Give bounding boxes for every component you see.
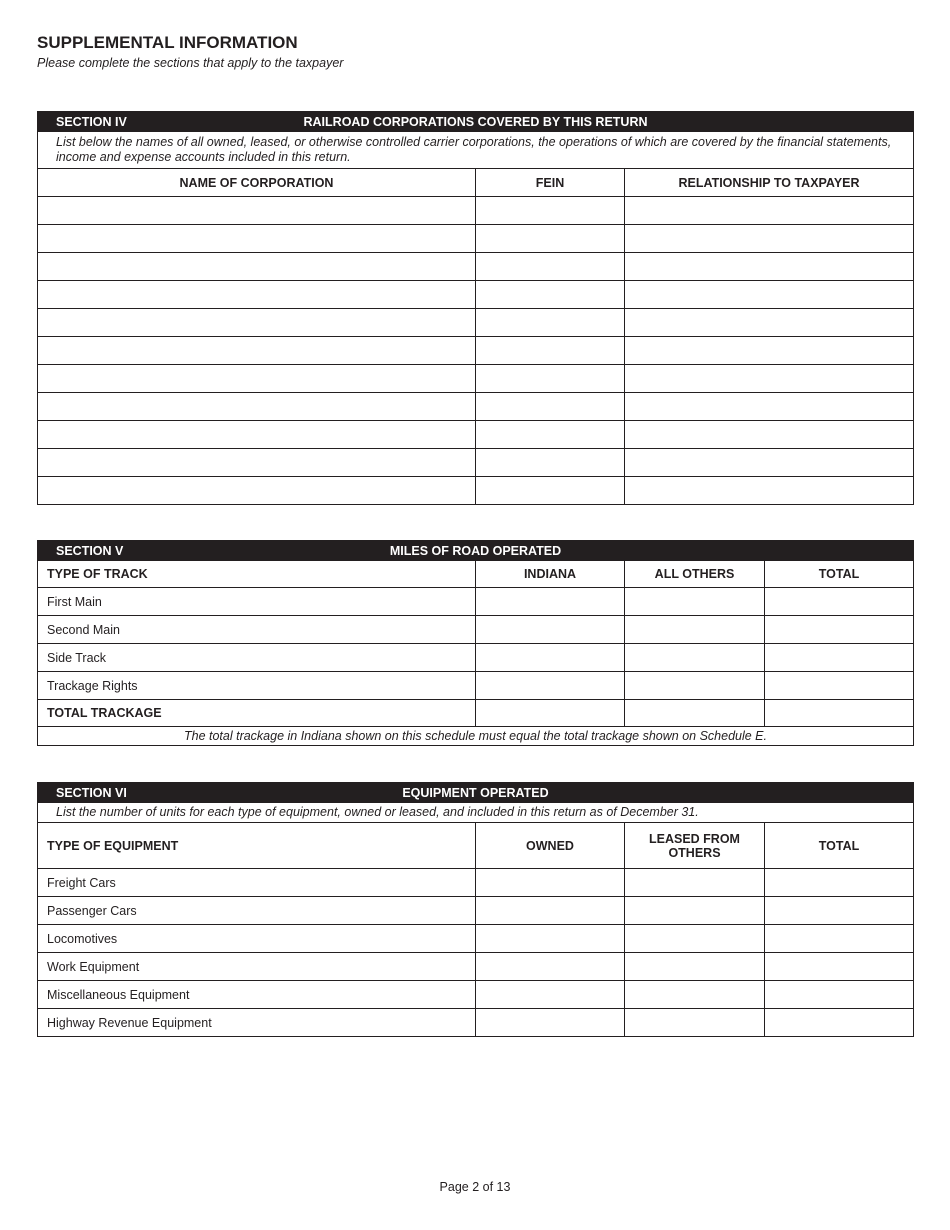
track-type-label: First Main <box>38 588 476 616</box>
leased-field[interactable] <box>625 981 765 1009</box>
fein-field[interactable] <box>476 477 625 505</box>
col-type-of-equipment: TYPE OF EQUIPMENT <box>38 823 476 869</box>
corporation-row <box>38 393 914 421</box>
owned-field[interactable] <box>476 925 625 953</box>
fein-field[interactable] <box>476 225 625 253</box>
corporation-row <box>38 477 914 505</box>
track-row <box>38 644 914 672</box>
section-v-title: MILES OF ROAD OPERATED <box>389 544 562 558</box>
track-row <box>38 616 914 644</box>
fein-field[interactable] <box>476 449 625 477</box>
equipment-row <box>38 925 914 953</box>
fein-field[interactable] <box>476 309 625 337</box>
fein-field[interactable] <box>476 365 625 393</box>
relationship-field[interactable] <box>625 197 914 225</box>
all-others-miles-field[interactable] <box>625 672 765 700</box>
indiana-miles-field[interactable] <box>476 672 625 700</box>
track-row <box>38 588 914 616</box>
track-type-label: Trackage Rights <box>38 672 476 700</box>
leased-field[interactable] <box>625 953 765 981</box>
total-miles-field[interactable] <box>765 672 914 700</box>
corporation-row <box>38 225 914 253</box>
section-vi-instructions: List the number of units for each type of equipment, owned or leased, and included in this return as of December 31. <box>38 803 914 823</box>
col-leased-from-others: LEASED FROM OTHERS <box>625 823 765 869</box>
corporation-row <box>38 197 914 225</box>
section-iv-title: RAILROAD CORPORATIONS COVERED BY THIS RETURN <box>303 115 648 129</box>
fein-field[interactable] <box>476 337 625 365</box>
track-type-label: Second Main <box>38 616 476 644</box>
col-fein: FEIN <box>476 169 625 197</box>
corporation-row <box>38 421 914 449</box>
leased-field[interactable] <box>625 869 765 897</box>
equipment-total-field[interactable] <box>765 953 914 981</box>
owned-field[interactable] <box>476 1009 625 1037</box>
equipment-row <box>38 897 914 925</box>
section-v-table <box>37 540 914 746</box>
corporation-row <box>38 337 914 365</box>
total-all-others-field[interactable] <box>625 700 765 727</box>
owned-field[interactable] <box>476 953 625 981</box>
relationship-field[interactable] <box>625 393 914 421</box>
owned-field[interactable] <box>476 981 625 1009</box>
relationship-field[interactable] <box>625 477 914 505</box>
corporation-name-field[interactable] <box>38 337 476 365</box>
total-total-field[interactable] <box>765 700 914 727</box>
col-equipment-total: TOTAL <box>765 823 914 869</box>
col-name-of-corporation: NAME OF CORPORATION <box>38 169 476 197</box>
corporation-name-field[interactable] <box>38 421 476 449</box>
indiana-miles-field[interactable] <box>476 644 625 672</box>
col-owned: OWNED <box>476 823 625 869</box>
section-v-note: The total trackage in Indiana shown on this schedule must equal the total trackage shown on Schedule E. <box>38 727 914 746</box>
equipment-total-field[interactable] <box>765 925 914 953</box>
col-all-others: ALL OTHERS <box>625 561 765 588</box>
col-indiana: INDIANA <box>476 561 625 588</box>
section-vi-title: EQUIPMENT OPERATED <box>402 786 549 800</box>
corporation-row <box>38 309 914 337</box>
total-miles-field[interactable] <box>765 588 914 616</box>
relationship-field[interactable] <box>625 337 914 365</box>
equipment-total-field[interactable] <box>765 1009 914 1037</box>
equipment-row <box>38 869 914 897</box>
equipment-type-label: Locomotives <box>38 925 476 953</box>
corporation-name-field[interactable] <box>38 477 476 505</box>
corporation-name-field[interactable] <box>38 365 476 393</box>
corporation-row <box>38 365 914 393</box>
corporation-name-field[interactable] <box>38 449 476 477</box>
leased-field[interactable] <box>625 925 765 953</box>
relationship-field[interactable] <box>625 281 914 309</box>
corporation-row <box>38 253 914 281</box>
all-others-miles-field[interactable] <box>625 588 765 616</box>
fein-field[interactable] <box>476 421 625 449</box>
col-relationship: RELATIONSHIP TO TAXPAYER <box>625 169 914 197</box>
track-row <box>38 672 914 700</box>
indiana-miles-field[interactable] <box>476 588 625 616</box>
corporation-name-field[interactable] <box>38 281 476 309</box>
equipment-type-label: Passenger Cars <box>38 897 476 925</box>
relationship-field[interactable] <box>625 449 914 477</box>
corporation-row <box>38 281 914 309</box>
total-trackage-label: TOTAL TRACKAGE <box>38 700 476 727</box>
all-others-miles-field[interactable] <box>625 616 765 644</box>
indiana-miles-field[interactable] <box>476 616 625 644</box>
equipment-type-label: Work Equipment <box>38 953 476 981</box>
corporation-name-field[interactable] <box>38 253 476 281</box>
corporation-name-field[interactable] <box>38 393 476 421</box>
section-iv-id: SECTION IV <box>56 115 127 129</box>
equipment-total-field[interactable] <box>765 981 914 1009</box>
equipment-type-label: Miscellaneous Equipment <box>38 981 476 1009</box>
equipment-total-field[interactable] <box>765 897 914 925</box>
page-title: SUPPLEMENTAL INFORMATION <box>37 33 298 52</box>
relationship-field[interactable] <box>625 253 914 281</box>
leased-field[interactable] <box>625 1009 765 1037</box>
total-miles-field[interactable] <box>765 644 914 672</box>
equipment-type-label: Freight Cars <box>38 869 476 897</box>
equipment-total-field[interactable] <box>765 869 914 897</box>
total-miles-field[interactable] <box>765 616 914 644</box>
total-indiana-field[interactable] <box>476 700 625 727</box>
equipment-type-label: Highway Revenue Equipment <box>38 1009 476 1037</box>
fein-field[interactable] <box>476 197 625 225</box>
all-others-miles-field[interactable] <box>625 644 765 672</box>
track-type-label: Side Track <box>38 644 476 672</box>
page-number: Page 2 of 13 <box>439 1180 511 1194</box>
section-vi-table <box>37 782 914 1037</box>
relationship-field[interactable] <box>625 309 914 337</box>
section-v-header <box>38 541 914 561</box>
col-total: TOTAL <box>765 561 914 588</box>
corporation-row <box>38 449 914 477</box>
corporation-name-field[interactable] <box>38 225 476 253</box>
owned-field[interactable] <box>476 897 625 925</box>
section-vi-header <box>38 783 914 803</box>
col-type-of-track: TYPE OF TRACK <box>38 561 476 588</box>
corporation-name-field[interactable] <box>38 197 476 225</box>
fein-field[interactable] <box>476 253 625 281</box>
relationship-field[interactable] <box>625 365 914 393</box>
relationship-field[interactable] <box>625 421 914 449</box>
equipment-row <box>38 953 914 981</box>
section-vi-id: SECTION VI <box>56 786 127 800</box>
equipment-row <box>38 981 914 1009</box>
section-v-id: SECTION V <box>56 544 124 558</box>
section-iv-header <box>38 112 914 132</box>
relationship-field[interactable] <box>625 225 914 253</box>
corporation-name-field[interactable] <box>38 309 476 337</box>
page-subtitle: Please complete the sections that apply to the taxpayer <box>37 56 344 70</box>
section-iv-table <box>37 111 914 505</box>
equipment-row <box>38 1009 914 1037</box>
fein-field[interactable] <box>476 393 625 421</box>
leased-field[interactable] <box>625 897 765 925</box>
fein-field[interactable] <box>476 281 625 309</box>
section-iv-instructions: List below the names of all owned, leased, or otherwise controlled carrier corporations, the operations of which are covered by the financial statements, income and expense accounts included in this return. <box>38 132 914 169</box>
owned-field[interactable] <box>476 869 625 897</box>
